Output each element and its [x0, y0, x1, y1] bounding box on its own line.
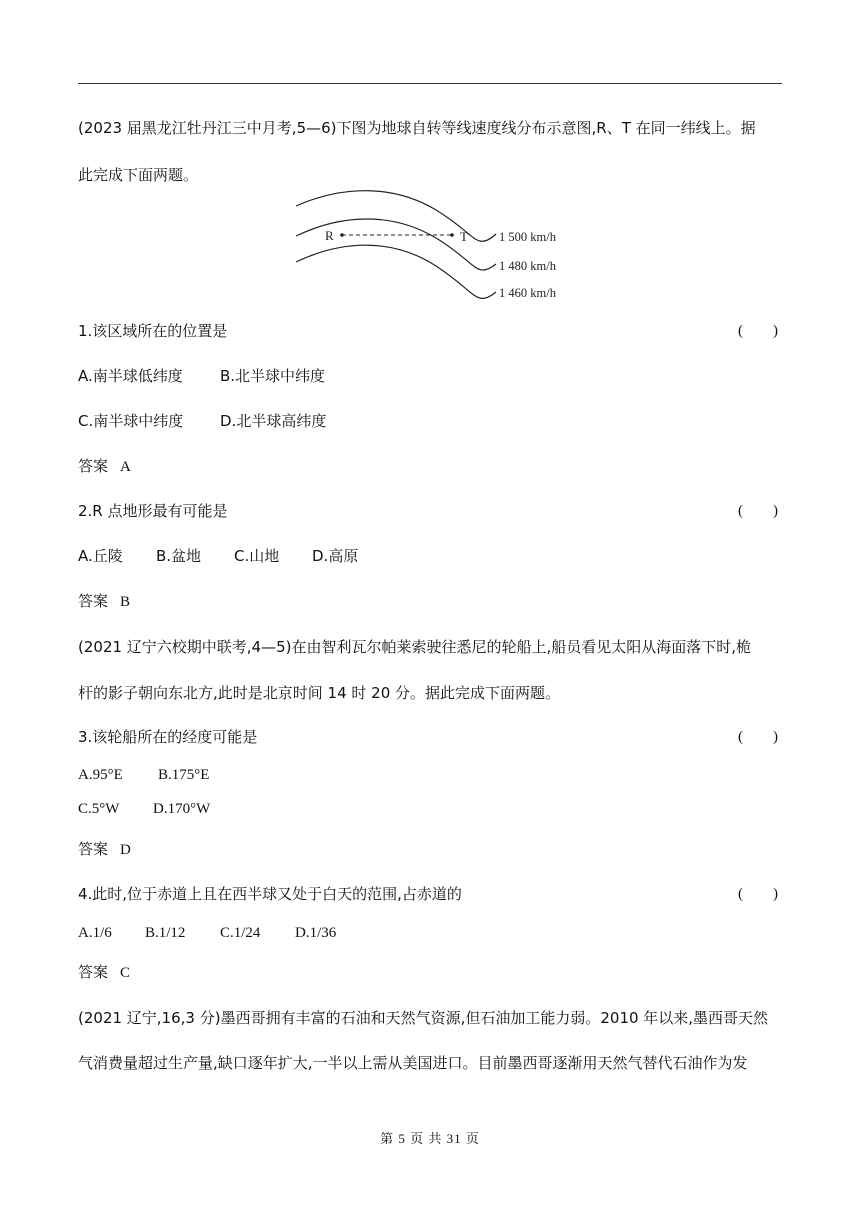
point-r-label: R: [325, 228, 334, 243]
isoline-label-1460: 1 460 km/h: [499, 286, 556, 300]
isoline-1460: [296, 245, 496, 298]
answer-label: 答案: [78, 592, 109, 610]
option-c: C.1/24: [220, 925, 261, 941]
question-2-stem: 2.R 点地形最有可能是: [78, 502, 228, 520]
option-b: B.盆地: [156, 547, 202, 565]
answer-label: 答案: [78, 963, 109, 981]
question-2-bracket: ( ): [738, 503, 778, 519]
rotation-speed-figure: [280, 190, 580, 310]
isoline-label-1500: 1 500 km/h: [499, 230, 556, 244]
option-a: A.95°E: [78, 767, 123, 783]
intro-3-line-2: 气消费量超过生产量,缺口逐年扩大,一半以上需从美国进口。目前墨西哥逐渐用天然气替代石油作为发: [78, 1054, 748, 1072]
isoline-label-1480: 1 480 km/h: [499, 259, 556, 273]
answer-value: A: [120, 459, 131, 475]
intro-1-line-1: (2023 届黑龙江牡丹江三中月考,5—6)下图为地球自转等线速度线分布示意图,R、T 在同一纬线上。据: [78, 119, 756, 137]
option-b: B.1/12: [145, 925, 186, 941]
option-c: C.5°W: [78, 801, 120, 817]
question-3-options-row-2: [78, 799, 210, 819]
intro-3-line-1: (2021 辽宁,16,3 分)墨西哥拥有丰富的石油和天然气资源,但石油加工能力弱。2010 年以来,墨西哥天然: [78, 1009, 769, 1027]
point-t-label: T: [460, 229, 468, 244]
question-1-options-row-2: [78, 411, 326, 431]
question-3-bracket: ( ): [738, 729, 778, 745]
option-d: D.北半球高纬度: [220, 412, 327, 430]
question-1-stem: 1.该区域所在的位置是: [78, 322, 228, 340]
question-4-answer: [78, 962, 130, 983]
answer-label: 答案: [78, 457, 109, 475]
question-1-bracket: ( ): [738, 323, 778, 339]
page-footer: 第 5 页 共 31 页: [380, 1131, 480, 1146]
option-b: B.175°E: [158, 767, 210, 783]
answer-value: B: [120, 594, 131, 610]
question-3-options-row-1: [78, 765, 209, 785]
question-2-answer: [78, 591, 130, 612]
option-c: C.南半球中纬度: [78, 412, 184, 430]
option-a: A.1/6: [78, 925, 112, 941]
intro-2-line-2: 杆的影子朝向东北方,此时是北京时间 14 时 20 分。据此完成下面两题。: [78, 684, 561, 702]
answer-value: D: [120, 842, 131, 858]
answer-label: 答案: [78, 840, 109, 858]
point-r-dot: [340, 233, 344, 237]
option-a: A.南半球低纬度: [78, 367, 183, 385]
header-rule: [78, 83, 782, 84]
intro-1-line-2: 此完成下面两题。: [78, 166, 199, 184]
option-a: A.丘陵: [78, 547, 123, 565]
point-t-dot: [450, 233, 454, 237]
option-b: B.北半球中纬度: [220, 367, 326, 385]
question-4-stem: 4.此时,位于赤道上且在西半球又处于白天的范围,占赤道的: [78, 885, 462, 903]
question-4-options: [78, 923, 336, 943]
question-2-options: [78, 546, 358, 566]
question-3-stem: 3.该轮船所在的经度可能是: [78, 728, 258, 746]
question-4-bracket: ( ): [738, 886, 778, 902]
option-d: D.1/36: [295, 925, 337, 941]
question-1-answer: [78, 456, 131, 477]
option-d: D.高原: [312, 547, 359, 565]
option-d: D.170°W: [153, 801, 211, 817]
question-1-options-row-1: [78, 366, 325, 386]
isoline-1480: [296, 219, 496, 270]
answer-value: C: [120, 965, 131, 981]
question-3-answer: [78, 839, 131, 860]
option-c: C.山地: [234, 547, 280, 565]
intro-2-line-1: (2021 辽宁六校期中联考,4—5)在由智利瓦尔帕莱索驶往悉尼的轮船上,船员看见太阳从海面落下时,桅: [78, 638, 752, 656]
